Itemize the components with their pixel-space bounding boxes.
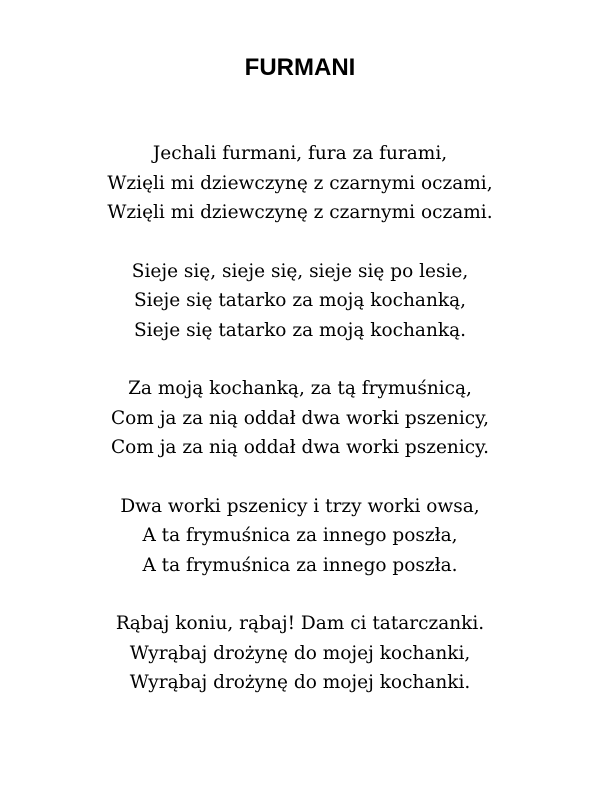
poem-line: Dwa worki pszenicy i trzy worki owsa,: [120, 495, 480, 517]
stanza-3: [0, 374, 600, 463]
stanza-2: [0, 257, 600, 346]
poem-line: Com ja za nią oddał dwa worki pszenicy.: [110, 437, 489, 458]
poem-line: Com ja za nią oddał dwa worki pszenicy,: [110, 407, 489, 429]
page-title: FURMANI: [244, 54, 356, 81]
poem-body: [0, 139, 600, 727]
poem-line: Wzięli mi dziewczynę z czarnymi oczami.: [107, 202, 493, 223]
poem-line: Sieje się tatarko za moją kochanką,: [133, 290, 466, 311]
poem-line: Rąbaj koniu, rąbaj! Dam ci tatarczanki.: [115, 613, 485, 634]
poem-line: Jechali furmani, fura za furami,: [152, 143, 448, 164]
stanza-1: [0, 139, 600, 228]
stanza-5: [0, 609, 600, 698]
poem-line: A ta frymuśnica za innego poszła,: [142, 525, 458, 546]
poem-line: Sieje się tatarko za moją kochanką.: [133, 319, 466, 341]
poem-line: A ta frymuśnica za innego poszła.: [142, 554, 458, 576]
poem-line: Wyrąbaj drożynę do mojej kochanki.: [129, 672, 471, 693]
poem-line: Wzięli mi dziewczynę z czarnymi oczami,: [107, 172, 493, 194]
poem-line: Sieje się, sieje się, sieje się po lesie,: [131, 260, 469, 282]
poem-line: Za moją kochanką, za tą frymuśnicą,: [128, 378, 472, 399]
stanza-4: [0, 492, 600, 581]
poem-line: Wyrąbaj drożynę do mojej kochanki,: [129, 642, 471, 664]
